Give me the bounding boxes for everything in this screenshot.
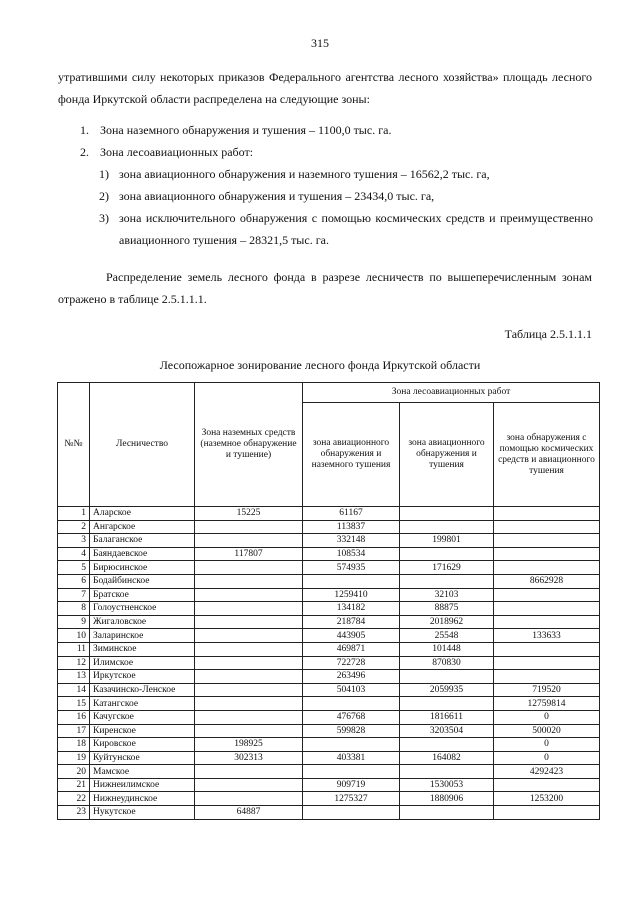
table-cell-avg — [303, 806, 400, 820]
table-cell-av: 101448 — [400, 642, 494, 656]
table-cell-n: 23 — [58, 806, 90, 820]
table-cell-avg: 332148 — [303, 534, 400, 548]
table-cell-sp: 719520 — [494, 683, 600, 697]
table-cell-n: 14 — [58, 683, 90, 697]
table-cell-name: Жигаловское — [90, 615, 195, 629]
table-cell-ground: 15225 — [195, 507, 303, 521]
forest-zoning-table — [57, 382, 600, 820]
table-cell-name: Качугское — [90, 710, 195, 724]
table-cell-ground — [195, 602, 303, 616]
table-cell-name: Аларское — [90, 507, 195, 521]
table-cell-avg: 909719 — [303, 778, 400, 792]
table-cell-name: Братское — [90, 588, 195, 602]
table-cell-av: 1816611 — [400, 710, 494, 724]
table-cell-ground: 302313 — [195, 751, 303, 765]
table-cell-avg — [303, 697, 400, 711]
table-cell-avg: 443905 — [303, 629, 400, 643]
table-cell-name: Катангское — [90, 697, 195, 711]
table-cell-name: Бодайбинское — [90, 574, 195, 588]
table-cell-sp: 4292423 — [494, 765, 600, 779]
table-cell-name: Ангарское — [90, 520, 195, 534]
table-cell-av: 1530053 — [400, 778, 494, 792]
table-cell-ground: 64887 — [195, 806, 303, 820]
table-cell-av — [400, 670, 494, 684]
table-cell-ground: 117807 — [195, 547, 303, 561]
table-cell-n: 5 — [58, 561, 90, 575]
table-cell-n: 12 — [58, 656, 90, 670]
table-cell-n: 2 — [58, 520, 90, 534]
table-cell-name: Казачинско-Ленское — [90, 683, 195, 697]
header-number: №№ — [58, 383, 90, 507]
table-cell-ground — [195, 710, 303, 724]
table-cell-sp: 0 — [494, 738, 600, 752]
table-cell-name: Мамское — [90, 765, 195, 779]
table-cell-n: 21 — [58, 778, 90, 792]
table-cell-name: Балаганское — [90, 534, 195, 548]
table-row — [58, 670, 600, 684]
table-cell-sp — [494, 615, 600, 629]
table-cell-avg: 599828 — [303, 724, 400, 738]
table-cell-sp — [494, 547, 600, 561]
table-cell-ground — [195, 561, 303, 575]
table-cell-n: 15 — [58, 697, 90, 711]
table-cell-avg: 504103 — [303, 683, 400, 697]
distribution-paragraph: Распределение земель лесного фонда в разрезе лесничеств по вышеперечисленным зонам отражено в таблице 2.5.1.1.1. — [58, 270, 592, 306]
table-row — [58, 697, 600, 711]
table-cell-n: 4 — [58, 547, 90, 561]
table-caption: Таблица 2.5.1.1.1 — [504, 327, 592, 341]
table-cell-avg — [303, 738, 400, 752]
table-cell-n: 18 — [58, 738, 90, 752]
table-row — [58, 520, 600, 534]
table-title: Лесопожарное зонирование лесного фонда Иркутской области — [159, 358, 481, 372]
table-cell-name: Заларинское — [90, 629, 195, 643]
table-row — [58, 751, 600, 765]
table-cell-n: 16 — [58, 710, 90, 724]
subzone-item-2 — [99, 185, 434, 207]
table-cell-sp — [494, 778, 600, 792]
zone-item-number: 2. — [80, 145, 89, 159]
subzone-item-number: 1) — [99, 167, 109, 181]
table-cell-avg: 61167 — [303, 507, 400, 521]
table-cell-avg: 469871 — [303, 642, 400, 656]
table-row — [58, 656, 600, 670]
table-row — [58, 561, 600, 575]
table-row — [58, 738, 600, 752]
zone-item-number: 1. — [80, 123, 89, 137]
table-cell-name: Нижнеилимское — [90, 778, 195, 792]
table-row — [58, 547, 600, 561]
table-cell-n: 20 — [58, 765, 90, 779]
table-cell-av: 870830 — [400, 656, 494, 670]
table-cell-ground — [195, 670, 303, 684]
table-cell-avg — [303, 574, 400, 588]
table-cell-av — [400, 765, 494, 779]
table-row — [58, 574, 600, 588]
table-cell-name: Кировское — [90, 738, 195, 752]
page-number: 315 — [311, 36, 329, 50]
table-cell-name: Баяндаевское — [90, 547, 195, 561]
table-cell-n: 9 — [58, 615, 90, 629]
table-cell-sp — [494, 561, 600, 575]
table-row — [58, 683, 600, 697]
header-space-zone: зона обнаружения с помощью космических средств и авиационного тушения — [494, 403, 600, 507]
table-cell-avg: 476768 — [303, 710, 400, 724]
table-cell-n: 6 — [58, 574, 90, 588]
table-cell-n: 7 — [58, 588, 90, 602]
intro-paragraph: утратившими силу некоторых приказов Федерального агентства лесного хозяйства» площадь лесного фонда Иркутской области распределена на следующие зоны: — [58, 70, 592, 106]
table-cell-avg: 218784 — [303, 615, 400, 629]
table-cell-av: 88875 — [400, 602, 494, 616]
table-cell-name: Голоустненское — [90, 602, 195, 616]
table-cell-avg: 403381 — [303, 751, 400, 765]
table-cell-ground — [195, 615, 303, 629]
table-cell-avg: 263496 — [303, 670, 400, 684]
table-cell-av — [400, 574, 494, 588]
subzone-item-text: зона исключительного обнаружения с помощью космических средств и преимущественно авиационного тушения – 28321,5 тыс. га. — [119, 211, 593, 247]
table-row — [58, 806, 600, 820]
table-cell-av: 32103 — [400, 588, 494, 602]
header-forestry: Лесничество — [90, 383, 195, 507]
table-row — [58, 534, 600, 548]
table-row — [58, 724, 600, 738]
table-cell-n: 10 — [58, 629, 90, 643]
table-cell-ground — [195, 642, 303, 656]
zone-item-text: Зона наземного обнаружения и тушения – 1100,0 тыс. га. — [100, 123, 392, 137]
table-cell-av: 25548 — [400, 629, 494, 643]
table-cell-sp: 8662928 — [494, 574, 600, 588]
table-row — [58, 507, 600, 521]
table-cell-av — [400, 738, 494, 752]
table-cell-name: Нукутское — [90, 806, 195, 820]
table-cell-sp — [494, 656, 600, 670]
table-cell-name: Бирюсинское — [90, 561, 195, 575]
table-cell-av — [400, 507, 494, 521]
table-cell-avg: 574935 — [303, 561, 400, 575]
table-cell-ground — [195, 534, 303, 548]
table-cell-n: 8 — [58, 602, 90, 616]
table-cell-sp — [494, 602, 600, 616]
table-cell-av: 171629 — [400, 561, 494, 575]
table-row — [58, 792, 600, 806]
subzone-item-number: 3) — [99, 211, 109, 225]
table-cell-avg — [303, 765, 400, 779]
table-cell-ground — [195, 697, 303, 711]
zone-item-2 — [80, 141, 253, 163]
table-cell-avg: 722728 — [303, 656, 400, 670]
table-cell-sp: 0 — [494, 710, 600, 724]
zone-item-text: Зона лесоавиационных работ: — [100, 145, 254, 159]
table-cell-avg: 1275327 — [303, 792, 400, 806]
table-cell-sp — [494, 520, 600, 534]
table-cell-av: 1880906 — [400, 792, 494, 806]
subzone-item-1 — [99, 163, 490, 185]
table-row — [58, 588, 600, 602]
table-cell-n: 19 — [58, 751, 90, 765]
table-cell-name: Нижнеудинское — [90, 792, 195, 806]
table-cell-ground — [195, 765, 303, 779]
table-cell-av — [400, 806, 494, 820]
table-cell-n: 11 — [58, 642, 90, 656]
table-cell-name: Иркутское — [90, 670, 195, 684]
table-cell-ground — [195, 724, 303, 738]
table-cell-av: 3203504 — [400, 724, 494, 738]
table-cell-av: 2059935 — [400, 683, 494, 697]
table-cell-ground — [195, 778, 303, 792]
table-cell-ground — [195, 574, 303, 588]
table-cell-ground — [195, 629, 303, 643]
table-row — [58, 710, 600, 724]
table-cell-ground: 198925 — [195, 738, 303, 752]
table-cell-n: 22 — [58, 792, 90, 806]
header-aviation-zone: зона авиационного обнаружения и тушения — [400, 403, 494, 507]
table-cell-av — [400, 547, 494, 561]
table-row — [58, 765, 600, 779]
table-cell-av — [400, 520, 494, 534]
table-cell-ground — [195, 588, 303, 602]
table-row — [58, 642, 600, 656]
table-cell-av: 2018962 — [400, 615, 494, 629]
table-cell-name: Илимское — [90, 656, 195, 670]
table-cell-sp — [494, 588, 600, 602]
table-cell-n: 1 — [58, 507, 90, 521]
table-cell-ground — [195, 656, 303, 670]
table-cell-sp — [494, 806, 600, 820]
table-cell-n: 13 — [58, 670, 90, 684]
table-cell-ground — [195, 683, 303, 697]
table-cell-avg: 108534 — [303, 547, 400, 561]
table-cell-av: 164082 — [400, 751, 494, 765]
subzone-item-number: 2) — [99, 189, 109, 203]
table-cell-av — [400, 697, 494, 711]
table-row — [58, 602, 600, 616]
zone-item-1 — [80, 119, 391, 141]
table-cell-sp: 133633 — [494, 629, 600, 643]
table-cell-sp — [494, 670, 600, 684]
table-cell-ground — [195, 792, 303, 806]
table-cell-name: Киренское — [90, 724, 195, 738]
table-cell-sp: 1253200 — [494, 792, 600, 806]
table-row — [58, 629, 600, 643]
subzone-item-text: зона авиационного обнаружения и наземного тушения – 16562,2 тыс. га, — [119, 167, 490, 181]
table-cell-sp: 12759814 — [494, 697, 600, 711]
table-cell-sp — [494, 642, 600, 656]
subzone-item-text: зона авиационного обнаружения и тушения – 23434,0 тыс. га, — [119, 189, 435, 203]
table-cell-name: Куйтунское — [90, 751, 195, 765]
table-cell-avg: 134182 — [303, 602, 400, 616]
table-cell-n: 3 — [58, 534, 90, 548]
table-cell-avg: 113837 — [303, 520, 400, 534]
table-cell-sp: 0 — [494, 751, 600, 765]
table-cell-ground — [195, 520, 303, 534]
header-aviation-group: Зона лесоавиационных работ — [303, 383, 600, 403]
table-cell-sp — [494, 534, 600, 548]
header-ground-zone: Зона наземных средств (наземное обнаружение и тушение) — [195, 383, 303, 507]
table-cell-name: Зиминское — [90, 642, 195, 656]
table-cell-n: 17 — [58, 724, 90, 738]
table-row — [58, 615, 600, 629]
table-cell-sp: 500020 — [494, 724, 600, 738]
subzone-item-3 — [99, 207, 593, 251]
header-aviation-ground-zone: зона авиационного обнаружения и наземного тушения — [303, 403, 400, 507]
table-cell-sp — [494, 507, 600, 521]
table-cell-av: 199801 — [400, 534, 494, 548]
table-row — [58, 778, 600, 792]
table-cell-avg: 1259410 — [303, 588, 400, 602]
